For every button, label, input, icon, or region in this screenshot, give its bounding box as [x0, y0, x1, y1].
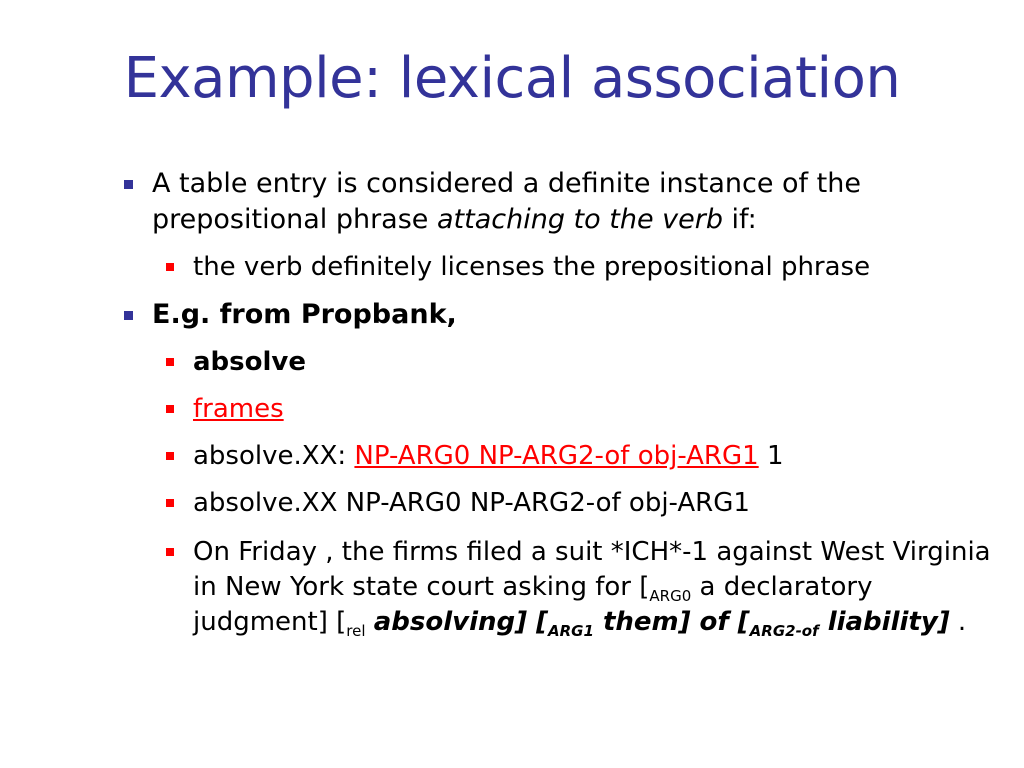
square-bullet-icon — [166, 452, 174, 460]
bold-italic-text: them] of [ — [593, 607, 750, 637]
sentence-text — [366, 607, 374, 637]
bullet-propbank — [122, 297, 1002, 333]
slide-content — [122, 166, 1002, 640]
bullet-frames — [122, 392, 1002, 427]
bullet-text: absolve.XX: — [193, 441, 355, 471]
frame-args-link[interactable]: NP-ARG0 NP-ARG2-of obj-ARG1 — [354, 441, 759, 471]
bullet-table-entry — [122, 166, 1002, 238]
bullet-text: the verb definitely licenses the prepositional phrase — [193, 252, 871, 282]
bullet-text: A table entry is considered a definite instance of the prepositional phrase — [152, 168, 861, 235]
square-bullet-icon — [166, 548, 174, 556]
square-bullet-icon — [166, 405, 174, 413]
sentence-text: On Friday , the firms filed a suit *ICH*-1 against West Virginia in New York state court asking for [ — [193, 537, 991, 602]
bullet-text: absolve — [193, 347, 306, 377]
subscript-rel: rel — [346, 622, 366, 640]
square-bullet-icon — [166, 263, 174, 271]
bullet-text: absolve.XX NP-ARG0 NP-ARG2-of obj-ARG1 — [193, 488, 750, 518]
square-bullet-icon — [166, 499, 174, 507]
frames-link[interactable]: frames — [193, 394, 284, 424]
sentence-end: . — [949, 607, 967, 637]
bullet-absolve — [122, 345, 1002, 380]
subscript-arg2-of: ARG2-of — [749, 622, 819, 640]
square-bullet-icon — [124, 180, 133, 189]
bullet-text: E.g. from Propbank, — [152, 299, 457, 330]
bold-italic-text: liability] — [818, 607, 950, 637]
square-bullet-icon — [166, 358, 174, 366]
sentence-text: a declaratory judgment] [ — [193, 572, 873, 637]
bullet-verb-licenses — [122, 250, 1002, 285]
bullet-suffix: 1 — [758, 441, 784, 471]
bold-italic-text: absolving] [ — [373, 607, 548, 637]
square-bullet-icon — [124, 311, 133, 320]
bullet-absolve-xx-link — [122, 439, 1002, 474]
bullet-absolve-xx — [122, 486, 1002, 521]
slide-title: Example: lexical association — [123, 46, 901, 111]
subscript-arg1: ARG1 — [547, 622, 594, 640]
bullet-text-end: if: — [722, 204, 757, 235]
italic-phrase: attaching to the verb — [437, 204, 723, 235]
subscript-arg0: ARG0 — [649, 587, 692, 605]
bullet-example-sentence — [122, 535, 1002, 640]
